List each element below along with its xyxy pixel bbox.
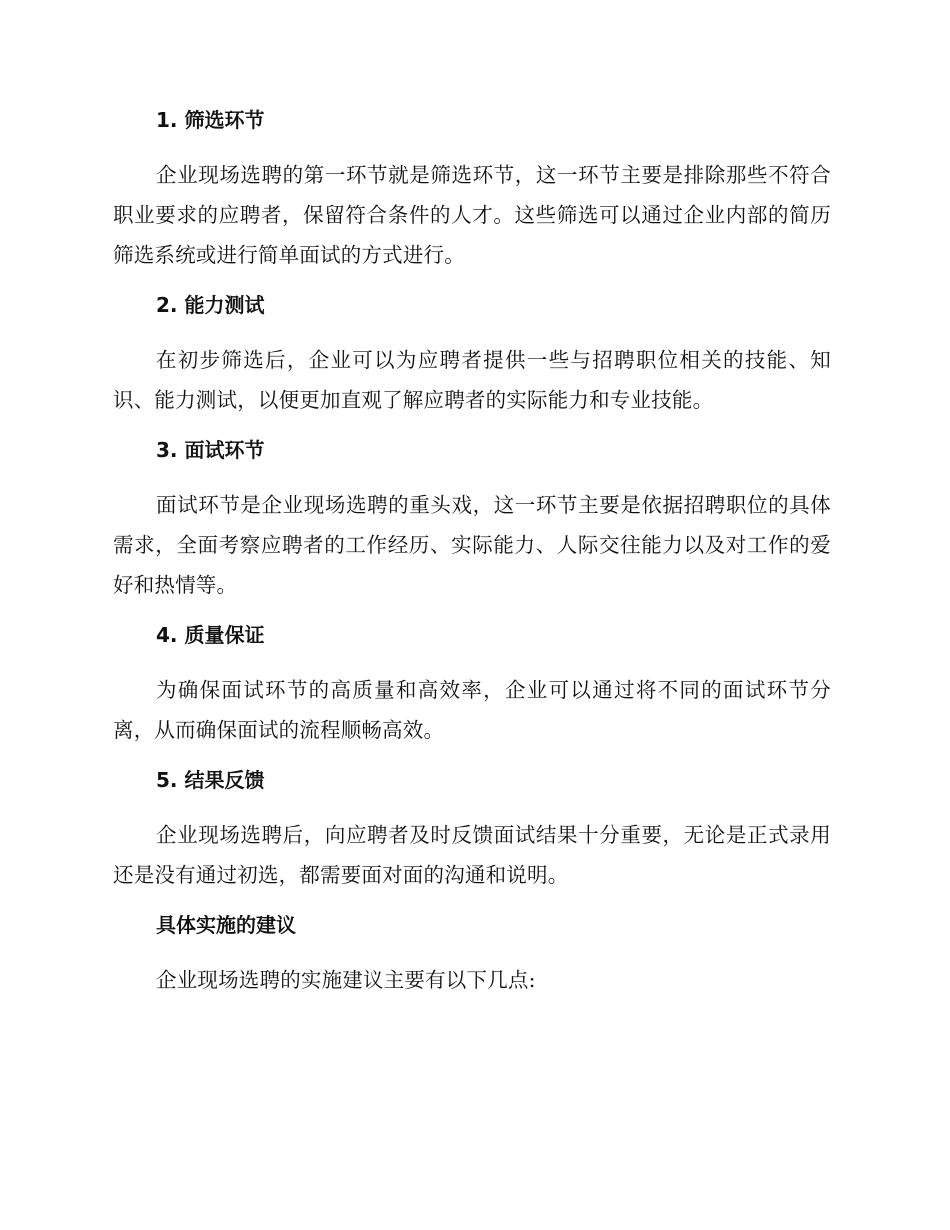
section-body-suggestions: 企业现场选聘的实施建议主要有以下几点:: [156, 968, 536, 992]
document-page: [113, 105, 831, 1015]
section-heading-quality: 4. 质量保证: [156, 623, 265, 647]
section-body-interview: 面试环节是企业现场选聘的重头戏，这一环节主要是依据招聘职位的具体需求，全面考察应聘者的工作经历、实际能力、人际交往能力以及对工作的爱好和热情等。: [113, 493, 831, 597]
section-body-screening: 企业现场选聘的第一环节就是筛选环节，这一环节主要是排除那些不符合职业要求的应聘者，保留符合条件的人才。这些筛选可以通过企业内部的简历筛选系统或进行简单面试的方式进行。: [113, 163, 831, 267]
section-heading-interview: 3. 面试环节: [156, 438, 265, 462]
section-heading-feedback: 5. 结果反馈: [156, 768, 265, 792]
section-heading-suggestions: 具体实施的建议: [156, 913, 296, 937]
section-body-feedback: 企业现场选聘后，向应聘者及时反馈面试结果十分重要，无论是正式录用还是没有通过初选，都需要面对面的沟通和说明。: [113, 823, 831, 887]
section-body-ability-test: 在初步筛选后，企业可以为应聘者提供一些与招聘职位相关的技能、知识、能力测试，以便更加直观了解应聘者的实际能力和专业技能。: [113, 348, 831, 412]
section-heading-screening: 1. 筛选环节: [156, 108, 265, 132]
section-body-quality: 为确保面试环节的高质量和高效率，企业可以通过将不同的面试环节分离，从而确保面试的流程顺畅高效。: [113, 678, 831, 742]
section-heading-ability-test: 2. 能力测试: [156, 293, 265, 317]
